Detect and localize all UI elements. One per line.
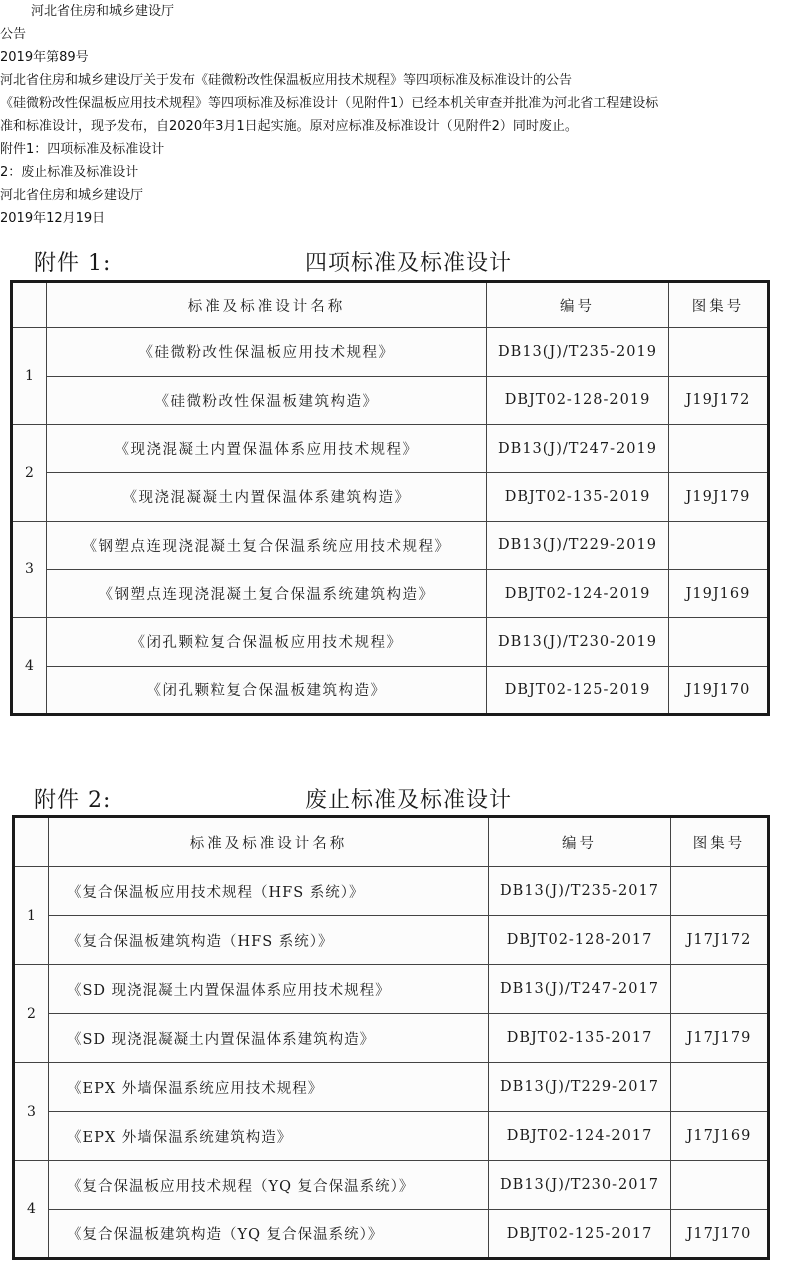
standard-code: DBJT02-125-2017	[489, 1210, 671, 1259]
standard-code: DB13(J)/T235-2017	[489, 867, 671, 916]
group-index: 3	[14, 1063, 49, 1161]
standard-code: DB13(J)/T229-2017	[489, 1063, 671, 1112]
group-index: 4	[14, 1161, 49, 1259]
group-index: 2	[12, 424, 47, 521]
annex-2-title: 废止标准及标准设计	[305, 788, 513, 813]
atlas-number: J17J170	[671, 1210, 769, 1259]
header-index	[14, 817, 49, 867]
atlas-number	[671, 965, 769, 1014]
atlas-number	[669, 328, 769, 376]
notice-signature: 河北省住房和城乡建设厅	[0, 188, 144, 203]
standard-code: DBJT02-135-2017	[489, 1014, 671, 1063]
table-header-row	[14, 817, 769, 867]
standard-name: 《复合保温板应用技术规程（HFS 系统）》	[49, 867, 489, 916]
notice-title: 河北省住房和城乡建设厅关于发布《硅微粉改性保温板应用技术规程》等四项标准及标准设计的公告	[0, 73, 573, 88]
header-atlas: 图集号	[671, 817, 769, 867]
table-row	[14, 1112, 769, 1161]
standard-name: 《现浇混凝凝土内置保温体系建筑构造》	[47, 473, 487, 521]
atlas-number	[671, 1161, 769, 1210]
table-row	[12, 666, 769, 714]
annex-2-table	[12, 815, 770, 1260]
table-row	[14, 1063, 769, 1112]
standard-name: 《EPX 外墙保温系统建筑构造》	[49, 1112, 489, 1161]
table-row	[12, 376, 769, 424]
standard-name: 《EPX 外墙保温系统应用技术规程》	[49, 1063, 489, 1112]
annex-1-table	[10, 280, 770, 716]
standard-name: 《钢塑点连现浇混凝土复合保温系统应用技术规程》	[47, 521, 487, 569]
standard-code: DBJT02-128-2019	[487, 376, 669, 424]
notice-body-line-1: 《硅微粉改性保温板应用技术规程》等四项标准及标准设计（见附件1）已经本机关审查并批准为河北省工程建设标	[0, 96, 659, 111]
standard-code: DBJT02-128-2017	[489, 916, 671, 965]
standard-code: DBJT02-124-2019	[487, 569, 669, 617]
notice-body-line-2: 准和标准设计，现予发布，自2020年3月1日起实施。原对应标准及标准设计（见附件2）同时废止。	[0, 119, 578, 134]
table-row	[12, 424, 769, 472]
standard-code: DBJT02-124-2017	[489, 1112, 671, 1161]
table-row	[14, 1014, 769, 1063]
group-index: 1	[14, 867, 49, 965]
standard-name: 《硅微粉改性保温板建筑构造》	[47, 376, 487, 424]
table-row	[12, 618, 769, 666]
group-index: 1	[12, 328, 47, 425]
header-code: 编号	[487, 282, 669, 328]
atlas-number: J19J169	[669, 569, 769, 617]
atlas-number	[671, 1063, 769, 1112]
standard-code: DB13(J)/T235-2019	[487, 328, 669, 376]
group-index: 3	[12, 521, 47, 618]
atlas-number	[669, 424, 769, 472]
header-atlas: 图集号	[669, 282, 769, 328]
header-name: 标准及标准设计名称	[49, 817, 489, 867]
group-index: 4	[12, 618, 47, 715]
header-name: 标准及标准设计名称	[47, 282, 487, 328]
standard-code: DB13(J)/T230-2017	[489, 1161, 671, 1210]
notice-date: 2019年12月19日	[0, 211, 106, 226]
notice-type: 公告	[0, 27, 27, 42]
atlas-number	[669, 521, 769, 569]
standard-code: DB13(J)/T247-2019	[487, 424, 669, 472]
standard-code: DBJT02-135-2019	[487, 473, 669, 521]
atlas-number: J17J169	[671, 1112, 769, 1161]
annex-2-label: 附件 2:	[34, 788, 112, 813]
standard-name: 《SD 现浇混凝凝土内置保温体系建筑构造》	[49, 1014, 489, 1063]
annex-1-label: 附件 1:	[34, 251, 112, 276]
atlas-number: J17J179	[671, 1014, 769, 1063]
table-row	[12, 473, 769, 521]
table-row	[14, 1161, 769, 1210]
standard-code: DBJT02-125-2019	[487, 666, 669, 714]
table-row	[14, 867, 769, 916]
table-row	[12, 328, 769, 376]
notice-header: 河北省住房和城乡建设厅	[31, 4, 175, 19]
atlas-number	[669, 618, 769, 666]
standard-name: 《SD 现浇混凝土内置保温体系应用技术规程》	[49, 965, 489, 1014]
atlas-number: J19J179	[669, 473, 769, 521]
standard-name: 《硅微粉改性保温板应用技术规程》	[47, 328, 487, 376]
standard-name: 《复合保温板应用技术规程（YQ 复合保温系统）》	[49, 1161, 489, 1210]
table-row	[14, 916, 769, 965]
attachment-2-link: 2：废止标准及标准设计	[0, 165, 139, 180]
table-row	[14, 1210, 769, 1259]
standard-name: 《闭孔颗粒复合保温板应用技术规程》	[47, 618, 487, 666]
group-index: 2	[14, 965, 49, 1063]
standard-name: 《闭孔颗粒复合保温板建筑构造》	[47, 666, 487, 714]
standard-name: 《现浇混凝土内置保温体系应用技术规程》	[47, 424, 487, 472]
table-row	[14, 965, 769, 1014]
table-row	[12, 521, 769, 569]
standard-code: DB13(J)/T229-2019	[487, 521, 669, 569]
annex-1-title: 四项标准及标准设计	[305, 251, 513, 276]
atlas-number: J17J172	[671, 916, 769, 965]
standard-code: DB13(J)/T230-2019	[487, 618, 669, 666]
header-code: 编号	[489, 817, 671, 867]
standard-name: 《复合保温板建筑构造（HFS 系统）》	[49, 916, 489, 965]
standard-name: 《复合保温板建筑构造（YQ 复合保温系统）》	[49, 1210, 489, 1259]
atlas-number: J19J170	[669, 666, 769, 714]
table-header-row	[12, 282, 769, 328]
atlas-number	[671, 867, 769, 916]
atlas-number: J19J172	[669, 376, 769, 424]
attachment-1-link: 附件1：四项标准及标准设计	[0, 142, 165, 157]
header-index	[12, 282, 47, 328]
standard-name: 《钢塑点连现浇混凝土复合保温系统建筑构造》	[47, 569, 487, 617]
table-row	[12, 569, 769, 617]
standard-code: DB13(J)/T247-2017	[489, 965, 671, 1014]
notice-number: 2019年第89号	[0, 50, 89, 65]
